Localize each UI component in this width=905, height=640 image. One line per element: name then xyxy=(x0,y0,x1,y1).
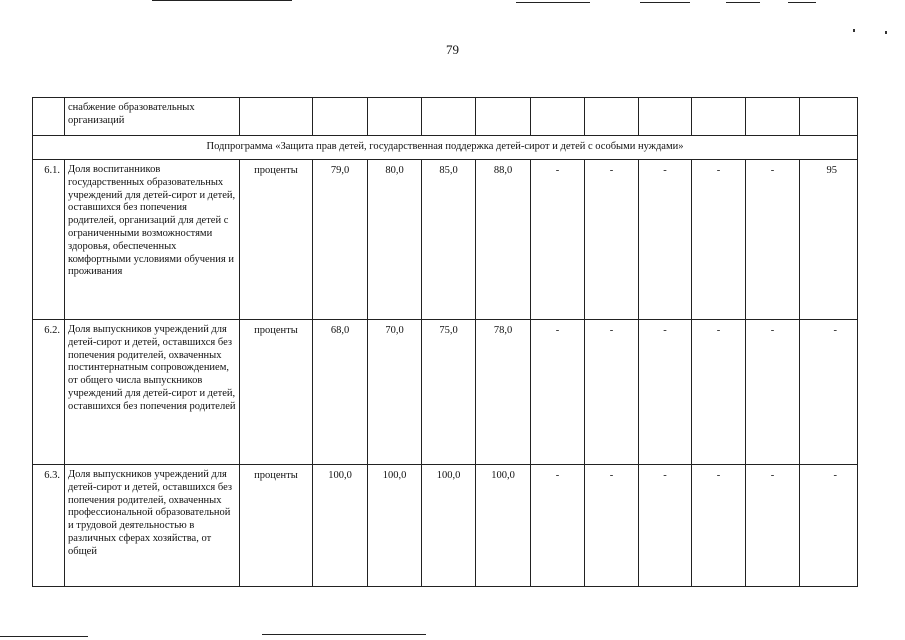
indicator-name-cell: снабжение образовательных организаций xyxy=(65,98,240,136)
table-row xyxy=(33,320,858,465)
indicator-name-cell: Доля выпускников учреждений для детей-сирот и детей, оставшихся без попечения родителей, охваченных профессиональной образовательной и трудовой деятельностью в различных сферах хозяйства, от общей xyxy=(65,465,240,587)
subprogram-title: Подпрограмма «Защита прав детей, государственная поддержка детей-сирот и детей с особыми нуждами» xyxy=(33,136,858,160)
value-cell: 100,0 xyxy=(422,465,476,587)
row-index-cell: 6.3. xyxy=(33,465,65,587)
value-cell xyxy=(746,98,800,136)
value-cell: 88,0 xyxy=(476,160,531,320)
value-cell: 79,0 xyxy=(313,160,368,320)
value-cell xyxy=(800,98,858,136)
table-row xyxy=(33,465,858,587)
value-cell: - xyxy=(639,160,692,320)
page-number: 79 xyxy=(446,42,459,57)
row-index-cell: 6.2. xyxy=(33,320,65,465)
value-cell xyxy=(692,98,746,136)
value-cell: - xyxy=(692,160,746,320)
value-cell xyxy=(476,98,531,136)
value-cell: - xyxy=(531,320,585,465)
row-index-cell xyxy=(33,98,65,136)
value-cell: 75,0 xyxy=(422,320,476,465)
unit-cell: проценты xyxy=(240,465,313,587)
value-cell: - xyxy=(692,465,746,587)
value-cell: - xyxy=(746,465,800,587)
value-cell xyxy=(422,98,476,136)
value-cell: - xyxy=(746,320,800,465)
value-cell: - xyxy=(800,320,858,465)
value-cell xyxy=(368,98,422,136)
scan-artifact-line xyxy=(262,634,426,635)
table-row xyxy=(33,98,858,136)
value-cell: - xyxy=(531,465,585,587)
unit-cell: проценты xyxy=(240,320,313,465)
indicator-name-cell: Доля выпускников учреждений для детей-сирот и детей, оставшихся без попечения родителей, охваченных постинтернатным сопровождением, от общего числа выпускников учреждений для детей-сирот и детей, оставшихся без попечения родителей xyxy=(65,320,240,465)
scan-artifact-dot xyxy=(885,31,887,34)
unit-cell: проценты xyxy=(240,160,313,320)
value-cell: - xyxy=(800,465,858,587)
subprogram-heading-row xyxy=(33,136,858,160)
scan-artifact-line xyxy=(0,636,88,637)
value-cell xyxy=(639,98,692,136)
value-cell: - xyxy=(746,160,800,320)
value-cell: 95 xyxy=(800,160,858,320)
scan-artifact-line xyxy=(640,2,690,3)
value-cell: - xyxy=(531,160,585,320)
value-cell: 85,0 xyxy=(422,160,476,320)
value-cell: 100,0 xyxy=(476,465,531,587)
value-cell: - xyxy=(585,160,639,320)
indicator-name-cell: Доля воспитанников государственных образовательных учреждений для детей-сирот и детей, оставшихся без попечения родителей, организаций для детей с ограниченными возможностями здоровья, обеспеченных комфортными условиями обучения и проживания xyxy=(65,160,240,320)
value-cell: 100,0 xyxy=(368,465,422,587)
value-cell xyxy=(585,98,639,136)
scan-artifact-line xyxy=(788,2,816,3)
scan-artifact-line xyxy=(152,0,292,1)
indicators-table xyxy=(32,97,858,587)
value-cell: - xyxy=(585,465,639,587)
value-cell: - xyxy=(692,320,746,465)
scan-artifact-line xyxy=(516,2,590,3)
row-index-cell: 6.1. xyxy=(33,160,65,320)
value-cell: 80,0 xyxy=(368,160,422,320)
value-cell: - xyxy=(585,320,639,465)
unit-cell xyxy=(240,98,313,136)
value-cell: - xyxy=(639,465,692,587)
value-cell: 78,0 xyxy=(476,320,531,465)
value-cell: 68,0 xyxy=(313,320,368,465)
value-cell: - xyxy=(639,320,692,465)
value-cell: 100,0 xyxy=(313,465,368,587)
value-cell xyxy=(531,98,585,136)
value-cell: 70,0 xyxy=(368,320,422,465)
scan-artifact-dot xyxy=(853,29,855,32)
value-cell xyxy=(313,98,368,136)
table-row xyxy=(33,160,858,320)
scan-artifact-line xyxy=(726,2,760,3)
